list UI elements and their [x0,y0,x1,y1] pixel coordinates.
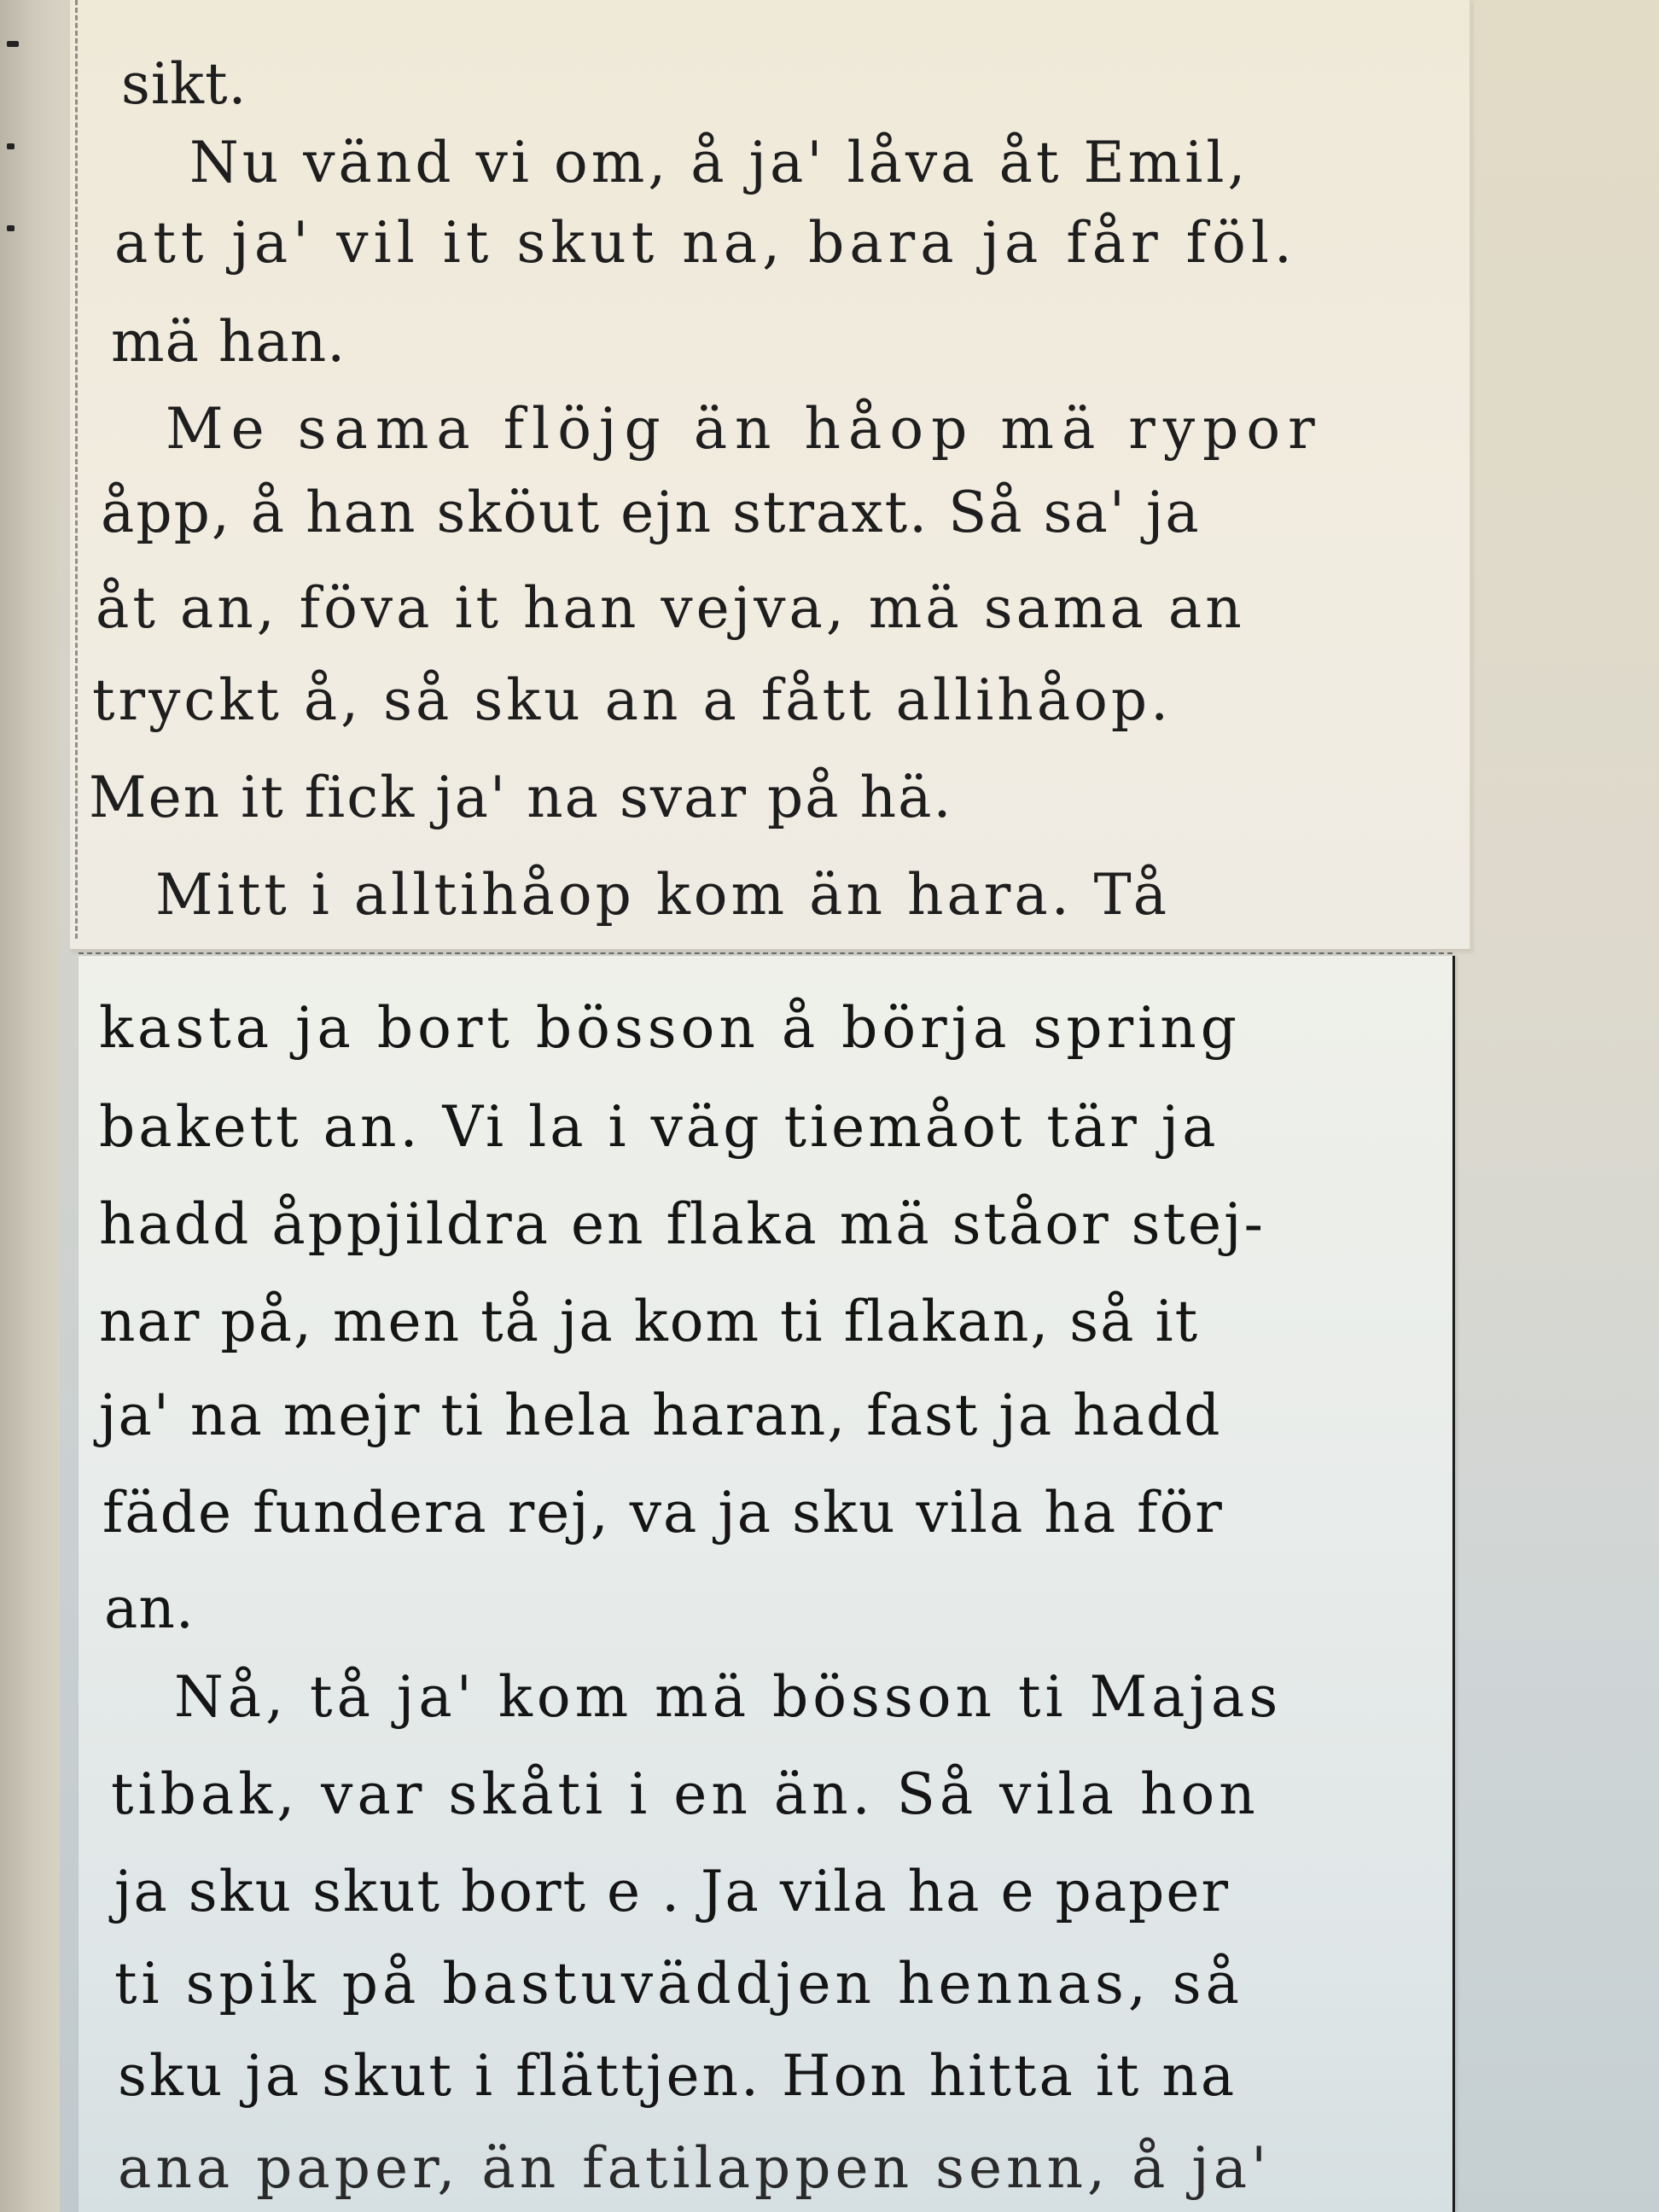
text-line: Mitt i alltihåop kom än hara. Tå [155,862,1171,928]
text-line: ti spik på bastuväddjen hennas, så [114,1951,1244,2017]
text-line: åpp, å han sköut ejn straxt. Så sa' ja [101,480,1201,545]
text-line: an. [104,1575,195,1641]
text-line: Nu vänd vi om, å ja' låva åt Emil, [189,130,1249,195]
text-line: mä han. [111,309,346,375]
text-line: tibak, var skåti i en än. Så vila hon [111,1761,1260,1827]
text-line: hadd åppjildra en flaka mä ståor stej- [99,1191,1266,1257]
text-line: bakett an. Vi la i väg tiemåot tär ja [99,1094,1220,1160]
clipping-cut-edge [75,0,78,939]
text-line: ana paper, än fatilappen senn, å ja' [118,2135,1272,2201]
newspaper-clipping-lower [79,956,1455,2212]
text-line: att ja' vil it skut na, bara ja får föl. [114,210,1297,276]
text-line: åt an, föva it han vejva, mä sama an [96,575,1245,641]
text-line: Men it fick ja' na svar på hä. [89,765,953,830]
text-line: nar på, men tå ja kom ti flakan, så it [99,1289,1200,1354]
page-edge-mark [7,225,15,231]
text-line: tryckt å, så sku an a fått allihåop. [92,667,1173,733]
newspaper-clipping-upper [70,0,1471,951]
page-edge-mark [7,41,19,47]
text-line: sikt. [121,51,247,117]
text-line: sku ja skut i flättjen. Hon hitta it na [118,2043,1237,2109]
text-line: ja sku skut bort e . Ja vila ha e paper [114,1859,1230,1924]
text-line: fäde fundera rej, va ja sku vila ha för [102,1480,1224,1545]
text-line: Me sama flöjg än håop mä rypor [166,396,1323,462]
text-line: ja' na mejr ti hela haran, fast ja hadd [99,1382,1222,1448]
book-page-edge [0,0,60,2212]
text-line: kasta ja bort bösson å börja spring [99,995,1242,1061]
text-line: Nå, tå ja' kom mä bösson ti Majas [174,1664,1283,1730]
page-edge-mark [7,143,15,149]
